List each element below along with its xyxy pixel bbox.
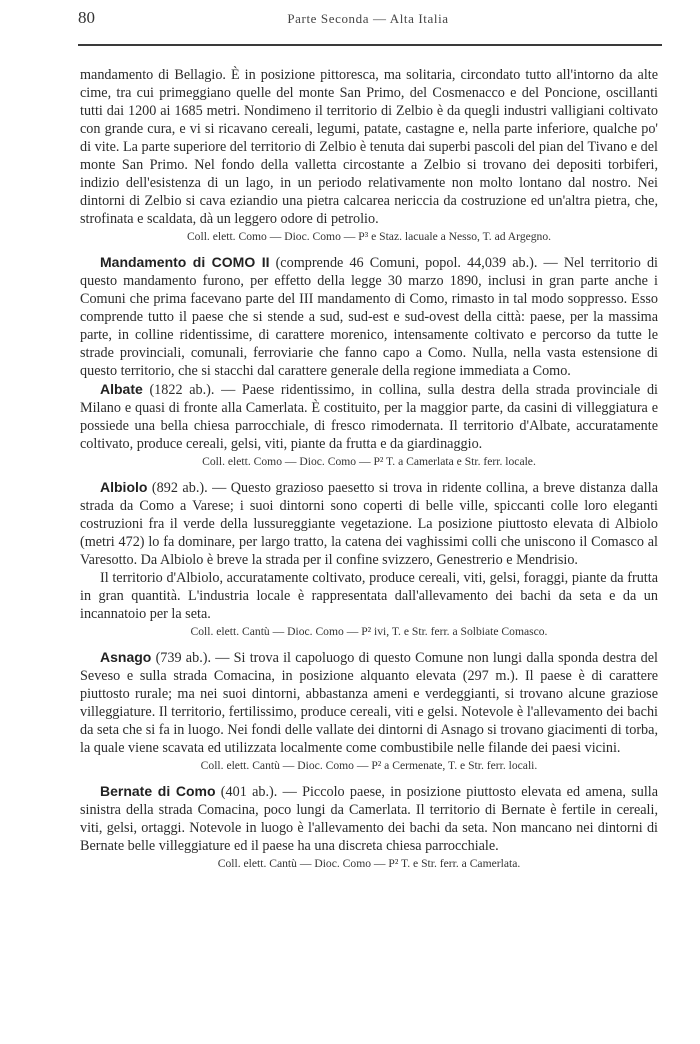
electoral-info-zelbio: Coll. elett. Como — Dioc. Como — P³ e Staz. lacuale a Nesso, T. ad Argegno. [186,230,552,243]
paragraph-albate [80,380,658,453]
entry-title-albiolo: Albiolo [100,479,148,495]
paragraph-mandamento-como-ii [80,253,658,380]
paragraph-text: (comprende 46 Comuni, popol. 44,039 ab.). — Nel territorio di questo mandamento furono, per effetto della legge 30 marzo 1890, inclusi in gran parte anche i Comuni che prima facevano parte del III mandamento di Como, rimasto in tal modo soppresso. Esso comprende tutto il paese che si stende a sud, sud-est e sud-ovest della città: paese, per la massima parte, in colline ridentissime, di carattere morenico, intensamente coltivato e percorso da tutte le strade provinciali, comunali, ferroviarie che fanno capo a Como. Nulla, nella vasta estensione di questo territorio, che si stacchi dal carattere generale della regione immediata a Como. [80,255,658,379]
paragraph-albiolo [80,478,658,569]
paragraph-asnago [80,648,658,757]
paragraph-text: (892 ab.). — Questo grazioso paesetto si trova in ridente collina, a breve distanza dalla strada da Como a Varese; i suoi dintorni sono coperti di belle ville, spiccanti colle loro eleganti costruzioni fra il verde della lussureggiante vegetazione. La posizione piuttosto elevata di Albiolo (metri 472) lo fa dominare, per largo tratto, la catena dei vaghissimi colli che uniscono il Comasco al Varesotto. Da Albiolo è breve la strada per il confine svizzero, Genestrerio e Mendrisio. [80,480,658,568]
entry-title-albate: Albate [100,381,143,397]
paragraph-zelbio-continued [80,66,658,228]
header-rule [78,44,662,46]
electoral-info-albiolo: Coll. elett. Cantù — Dioc. Como — P² ivi, T. e Str. ferr. a Solbiate Comasco. [190,625,548,638]
paragraph-text: (401 ab.). — Piccolo paese, in posizione piuttosto elevata ed amena, sulla sinistra della strada Comacina, poco lungi da Camerlata. Il territorio di Bernate è fertile in cereali, viti, gelsi, ortaggi. Notevole in luogo è l'allevamento dei bachi da seta. Non mancano nei dintorni di Bernate belle villeggiature ed il paese ha una discreta chiesa parrocchiale. [80,784,659,854]
paragraph-text: (1822 ab.). — Paese ridentissimo, in collina, sulla destra della strada provinciale di Milano e quasi di fronte alla Camerlata. È costituito, per la maggior parte, da casini di villeggiatura e possiede una bella chiesa parrocchiale, di fresco rimodernata. Il territorio d'Albate, accuratamente coltivato, produce cereali, gelsi, viti, piante da frutta e da giardinaggio. [80,382,658,452]
page-header [78,8,658,38]
electoral-info-albate: Coll. elett. Como — Dioc. Como — P² T. a Camerlata e Str. ferr. locale. [202,455,536,468]
entry-title-bernate: Bernate di Como [100,783,216,799]
page-body [80,66,658,880]
running-head: Parte Seconda — Alta Italia [287,11,449,26]
entry-title-mandamento: Mandamento di COMO II [100,254,270,270]
paragraph-albiolo-territory: Il territorio d'Albiolo, accuratamente coltivato, produce cereali, viti, gelsi, foraggi, piante da frutta in gran quantità. L'industria locale è rappresentata dall'allevamento dei bachi da seta e da un incannatoio per la seta. [80,570,658,622]
paragraph-text: (739 ab.). — Si trova il capoluogo di questo Comune non lungi dalla sponda destra del Seveso e sulla strada Comacina, in posizione alquanto elevata (297 m.). Il paese è di carattere piuttosto rurale; ma nei suoi dintorni, abbastanza ameni e verdeggianti, si trovano alcune graziose villeggiature. Il territorio, fertilissimo, produce cereali, viti e gelsi. Notevole è l'allevamento dei bachi da seta che si fa in luogo. Nei fondi delle vallate dei dintorni di Asnago si trovano giacimenti di torba, la quale viene scavata ed utilizzata localmente come combustibile nelle filande dei paesi vicini. [80,650,658,756]
paragraph-bernate [80,782,658,855]
page-number: 80 [78,8,95,27]
electoral-info-bernate: Coll. elett. Cantù — Dioc. Como — P² T. e Str. ferr. a Camerlata. [217,857,521,870]
electoral-info-asnago: Coll. elett. Cantù — Dioc. Como — P² a Cermenate, T. e Str. ferr. locali. [200,759,538,772]
paragraph-text: mandamento di Bellagio. È in posizione pittoresca, ma solitaria, circondato tutto all'intorno da alte cime, tra cui primeggiano quelle del monte San Primo, del Cosmenacco e del Poncione, oscillanti tutti dai 1200 ai 1685 metri. Nondimeno il territorio di Zelbio è da quegli industri valligiani coltivato con grande cura, e vi si ricavano cereali, legumi, patate, castagne e, nella parte inferiore, qualche po' di vite. La parte superiore del territorio di Zelbio è tenuta dai superbi pascoli del pian del Tivano e del monte San Primo. Nel fondo della valletta circostante a Zelbio si trovano dei depositi torbiferi, indizio dell'esistenza di un lago, in un periodo relativamente non molto lontano dal nostro. Nei dintorni di Zelbio si cava eziandio una pietra calcarea nericcia da costruzione ed un'altra pietra, che, strofinata e scaldata, dà un leggero odore di petrolio. [80,67,658,227]
entry-title-asnago: Asnago [100,649,152,665]
